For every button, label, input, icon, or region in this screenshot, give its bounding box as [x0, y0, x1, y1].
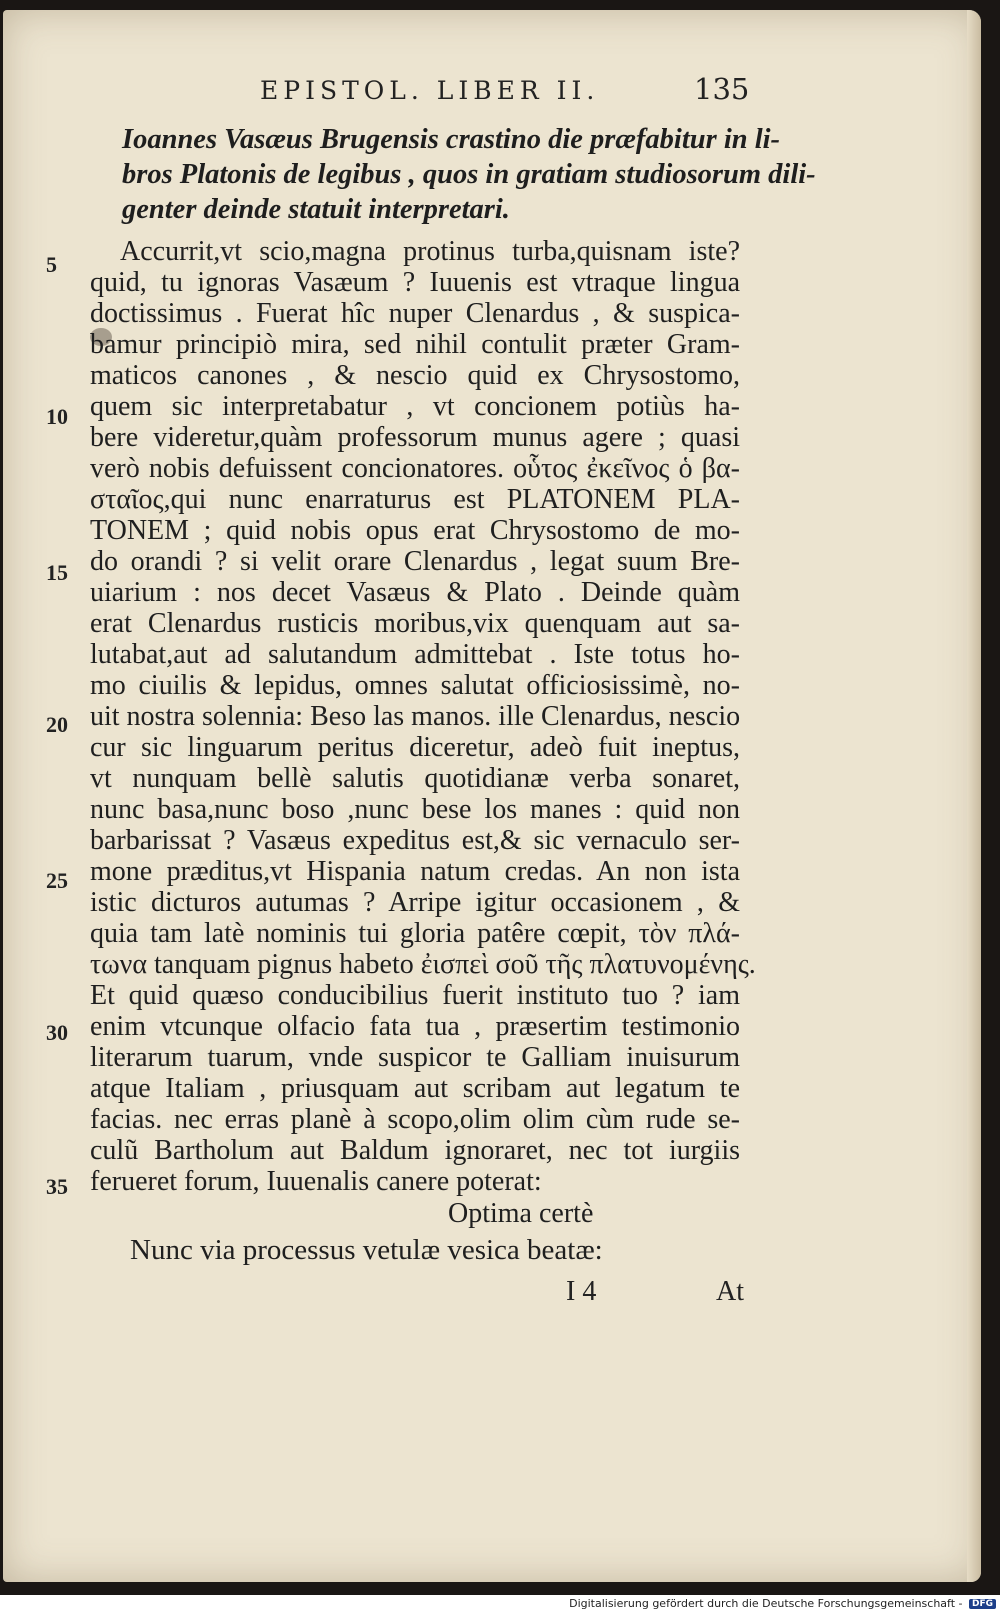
- line-number: 10: [46, 404, 68, 429]
- text-line: culũ Bartholum aut Baldum ignoraret, nec tot iurgiis: [90, 1135, 740, 1166]
- text-line: σταῖος,qui nunc enarraturus est PLATONEM PLA-: [90, 484, 740, 515]
- text-line: quid, tu ignoras Vasæum ? Iuuenis est vtraque lingua: [90, 267, 740, 298]
- notice-line: Ioannes Vasæus Brugensis crastino die præfabitur in li-: [122, 124, 781, 155]
- text-line: bere videretur,quàm professorum munus agere ; quasi: [90, 422, 740, 453]
- text-line: Accurrit,vt scio,magna protinus turba,quisnam iste?: [120, 236, 740, 267]
- text-line: barbarissat ? Vasæus expeditus est,& sic vernaculo ser-: [90, 825, 740, 856]
- text-line: enim vtcunque olfacio fata tua , præsertim testimonio: [90, 1011, 740, 1042]
- page-edge: [967, 10, 981, 1582]
- text-line: uiarium : nos decet Vasæus & Plato . Deinde quàm: [90, 577, 740, 608]
- line-number: 25: [46, 868, 68, 893]
- text-line: mo ciuilis & lepidus, omnes salutat officiosissimè, no-: [90, 670, 740, 701]
- signature-mark: I 4: [566, 1276, 597, 1307]
- text-line: erat Clenardus rusticis moribus,vix quenquam aut sa-: [90, 608, 740, 639]
- text-line: doctissimus . Fuerat hîc nuper Clenardus , & suspica-: [90, 298, 740, 329]
- text-line: nunc basa,nunc boso ,nunc bese los manes : quid non: [90, 794, 740, 825]
- text-line: literarum tuarum, vnde suspicor te Galliam inuisurum: [90, 1042, 740, 1073]
- text-line: quia tam latè nominis tui gloria patêre cœpit, τὸν πλά-: [90, 918, 740, 949]
- text-line: uit nostra solennia: Beso las manos. ille Clenardus, nescio: [90, 701, 741, 732]
- text-line: atque Italiam , priusquam aut scribam aut legatum te: [90, 1073, 740, 1104]
- notice-line: genter deinde statuit interpretari.: [122, 194, 510, 225]
- notice-line: bros Platonis de legibus , quos in gratiam studiosorum dili-: [122, 159, 816, 190]
- text-line: do orandi ? si velit orare Clenardus , legat suum Bre-: [90, 546, 740, 577]
- text-line: TONEM ; quid nobis opus erat Chrysostomo de mo-: [90, 515, 740, 546]
- text-line: lutabat,aut ad salutandum admittebat . Iste totus ho-: [90, 639, 740, 670]
- running-title: EPISTOL. LIBER II.: [260, 76, 600, 105]
- line-number: 35: [46, 1174, 68, 1199]
- text-line: istic dicturos autumas ? Arripe igitur occasionem , &: [90, 887, 740, 918]
- line-number: 5: [46, 252, 57, 277]
- quote-indent-line: Optima certè: [448, 1198, 594, 1229]
- line-number: 20: [46, 712, 68, 737]
- text-line: bamur principiò mira, sed nihil contulit præter Gram-: [90, 329, 740, 360]
- text-line: vt nunquam bellè salutis quotidianæ verba sonaret,: [90, 763, 740, 794]
- text-line: quem sic interpretabatur , vt concionem potiùs ha-: [90, 391, 740, 422]
- catchword: At: [716, 1276, 744, 1307]
- line-number: 15: [46, 560, 68, 585]
- text-line: facias. nec erras planè à scopo,olim olim cùm rude se-: [90, 1104, 740, 1135]
- text-line: verò nobis defuissent concionatores. οὗτος ἐκεῖνος ὁ βα-: [90, 453, 740, 484]
- footer-credit: [569, 1597, 996, 1610]
- folio-number: 135: [694, 72, 750, 106]
- footer-text: Digitalisierung gefördert durch die Deutsche Forschungsgemeinschaft -: [569, 1597, 963, 1610]
- dfg-logo-icon: DFG: [969, 1599, 996, 1609]
- text-line: τωνα tanquam pignus habeto ἐισπεὶ σοῦ τῆς πλατυνομένης.: [90, 949, 756, 980]
- text-line: Et quid quæso conducibilius fuerit instituto tuo ? iam: [90, 980, 740, 1011]
- text-line: maticos canones , & nescio quid ex Chrysostomo,: [90, 360, 740, 391]
- text-line: cur sic linguarum peritus diceretur, adeò fuit ineptus,: [90, 732, 740, 763]
- line-number: 30: [46, 1020, 68, 1045]
- text-line: mone præditus,vt Hispania natum credas. An non ista: [90, 856, 740, 887]
- text-line: ferueret forum, Iuuenalis canere poterat:: [90, 1166, 542, 1197]
- quote-verse-line: Nunc via processus vetulæ vesica beatæ:: [130, 1234, 603, 1266]
